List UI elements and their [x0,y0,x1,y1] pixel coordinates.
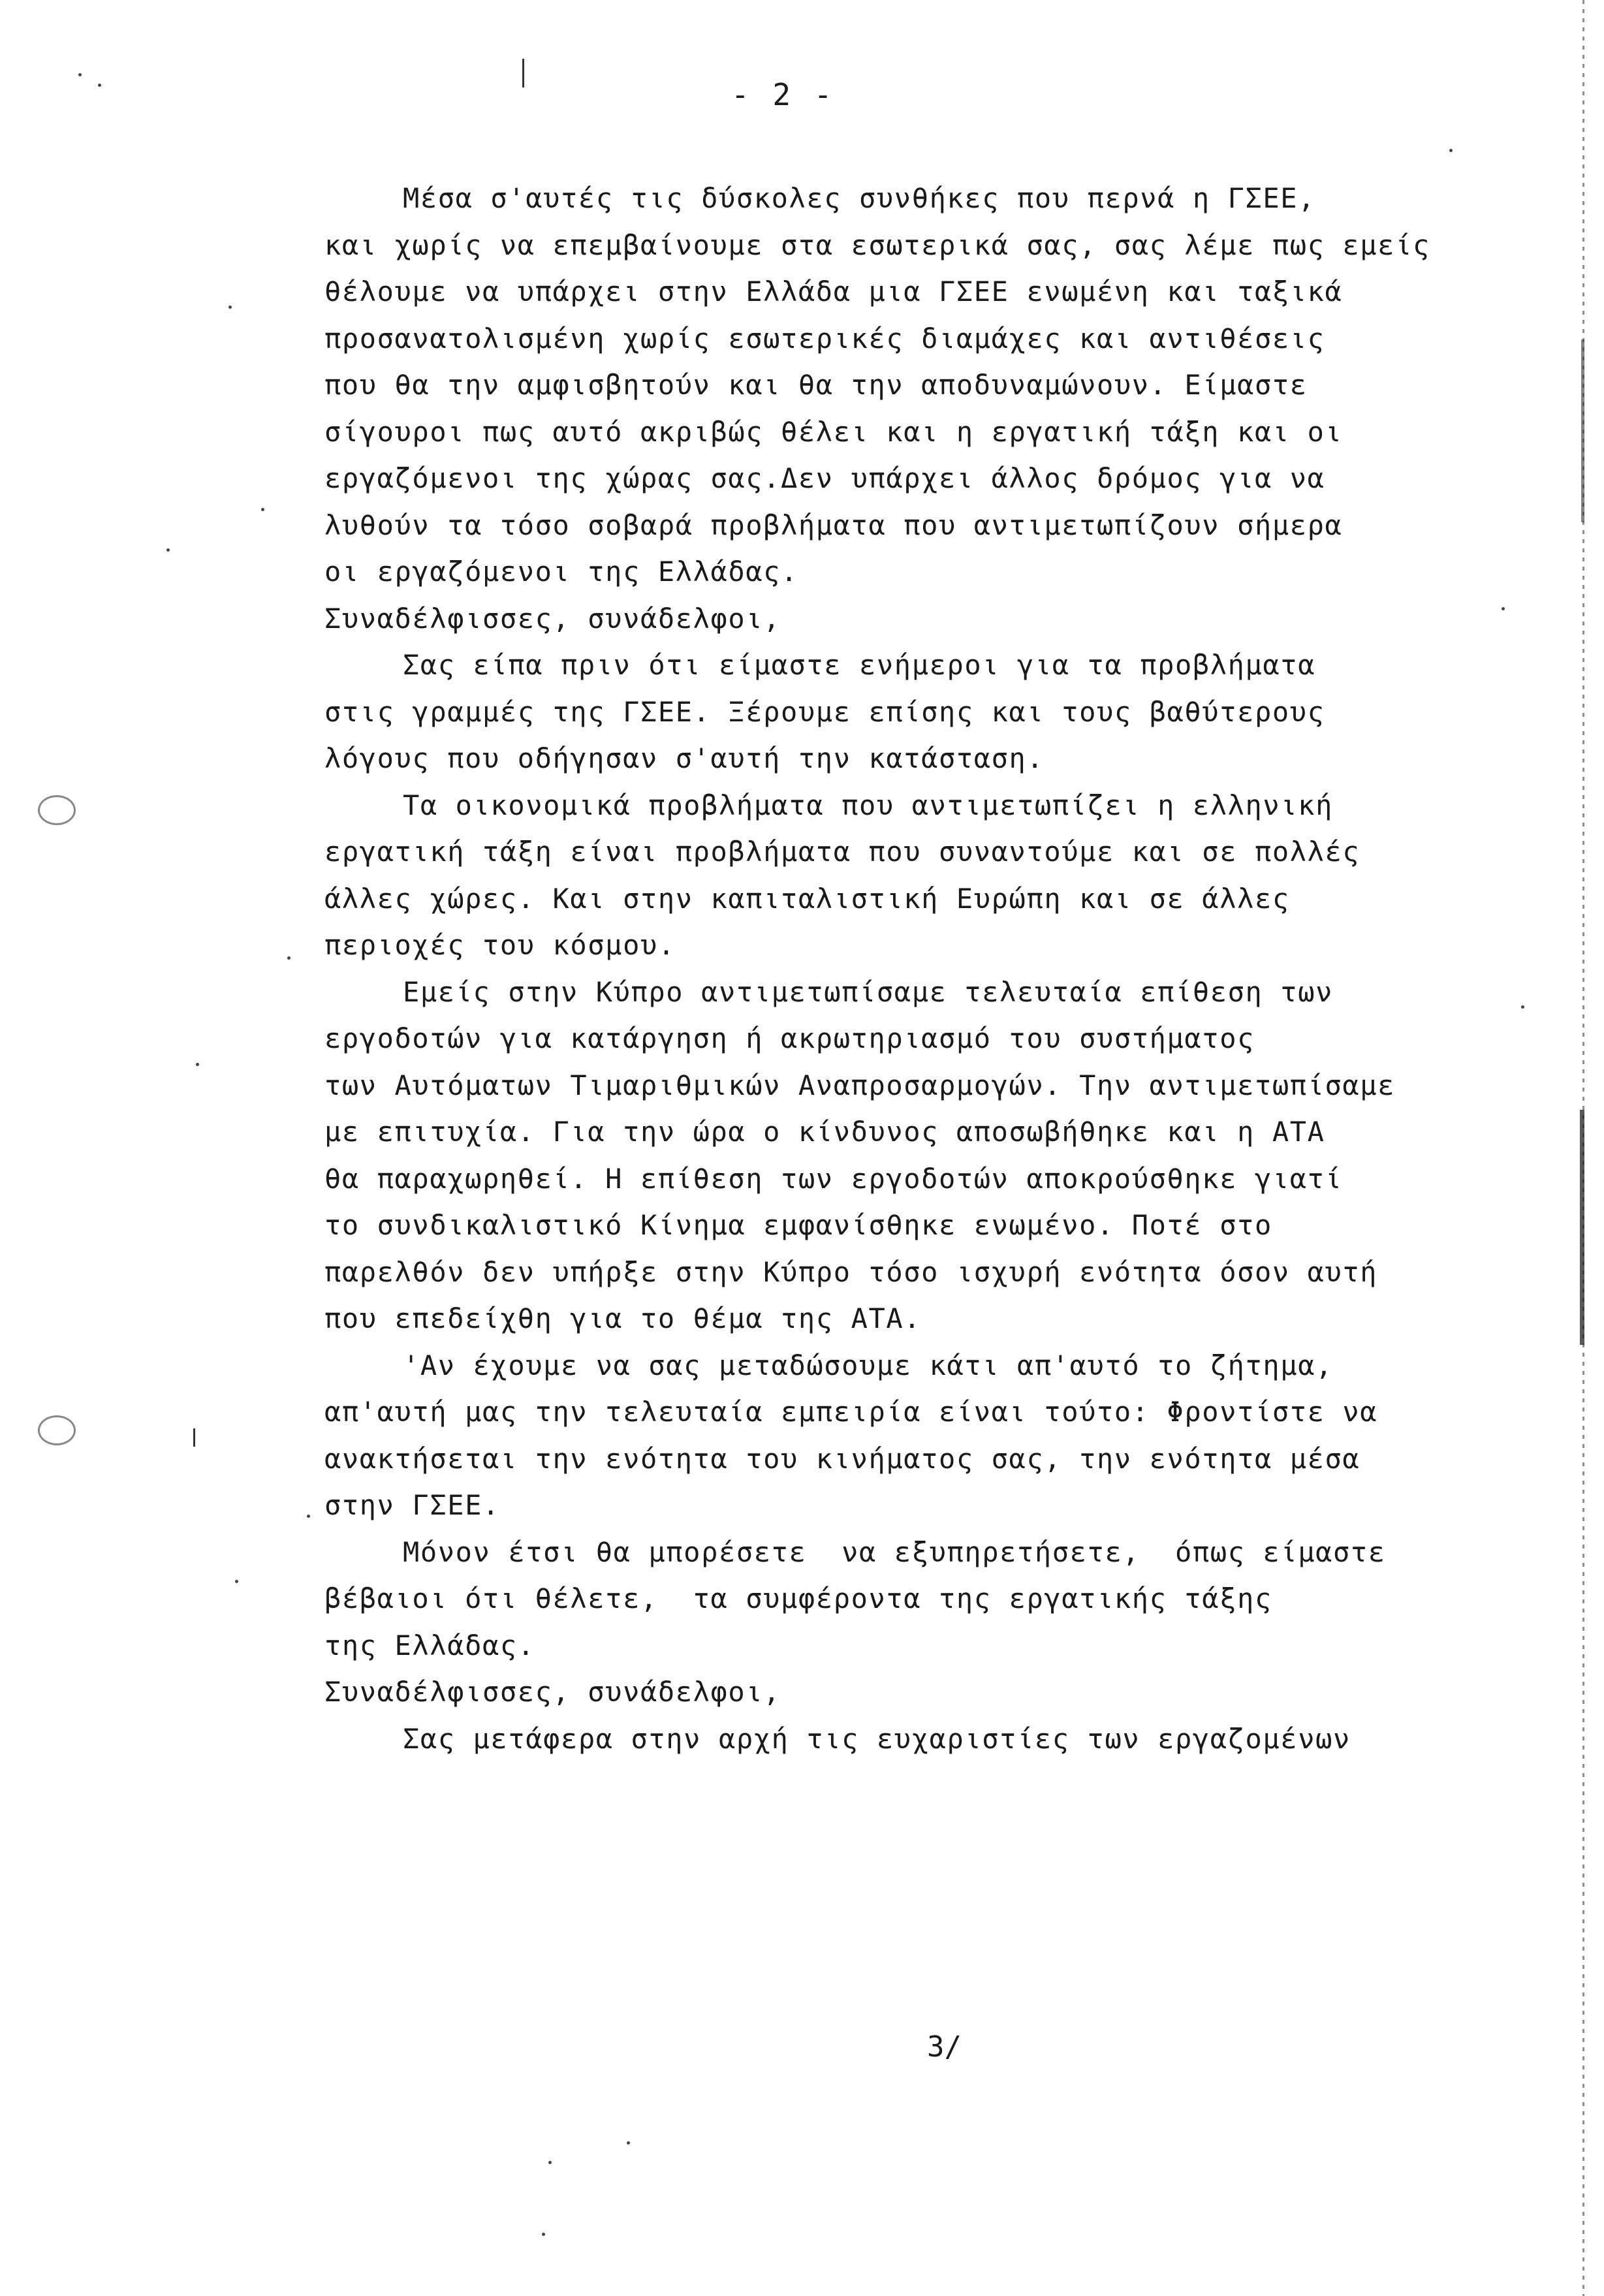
salutation [324,595,1539,642]
text-line: παρελθόν δεν υπήρξε στην Κύπρο τόσο ισχυρή ενότητα όσον αυτή [324,1255,1378,1288]
text-line: σίγουροι πως αυτό ακριβώς θέλει και η εργατική τάξη και οι [324,415,1343,448]
paragraph [324,1529,1539,1669]
text-line: της Ελλάδας. [324,1629,535,1661]
text-line: θα παραχωρηθεί. Η επίθεση των εργοδοτών αποκρούσθηκε γιατί [324,1162,1343,1195]
text-line: θέλουμε να υπάρχει στην Ελλάδα μια ΓΣΕΕ ενωμένη και ταξικά [324,275,1343,307]
text-line: λυθούν τα τόσο σοβαρά προβλήματα που αντιμετωπίζουν σήμερα [324,509,1343,541]
text-line: με επιτυχία. Για την ώρα ο κίνδυνος αποσωβήθηκε και η ΑΤΑ [324,1116,1325,1148]
text-line: προσανατολισμένη χωρίς εσωτερικές διαμάχες και αντιθέσεις [324,322,1325,354]
punch-hole-mark [38,1415,76,1445]
text-line: το συνδικαλιστικό Κίνημα εμφανίσθηκε ενωμένο. Ποτέ στο [324,1209,1272,1241]
scan-edge-mark [1581,339,1584,522]
scan-speck [287,956,291,960]
text-line: στην ΓΣΕΕ. [324,1489,500,1521]
text-line: εργαζόμενοι της χώρας σας.Δεν υπάρχει άλλος δρόμος για να [324,462,1325,494]
paragraph [324,782,1539,969]
text-line: Συναδέλφισσες, συνάδελφοι, [324,602,781,635]
letter-body [324,175,1539,1762]
salutation [324,1669,1539,1716]
paragraph [324,969,1539,1342]
text-line: ανακτήσεται την ενότητα του κινήματος σας, την ενότητα μέσα [324,1442,1360,1475]
text-line: Σας είπα πριν ότι είμαστε ενήμεροι για τα προβλήματα [403,649,1316,681]
text-line: Εμείς στην Κύπρο αντιμετωπίσαμε τελευταία επίθεση των [403,975,1333,1008]
scan-speck [228,306,232,309]
text-line: των Αυτόματων Τιμαριθμικών Αναπροσαρμογών. Την αντιμετωπίσαμε [324,1069,1396,1101]
text-line: Συναδέλφισσες, συνάδελφοι, [324,1676,781,1708]
paragraph [324,1716,1539,1763]
text-line: 'Αν έχουμε να σας μεταδώσουμε κάτι απ'αυτό το ζήτημα, [403,1349,1333,1381]
scan-speck [548,2161,552,2164]
text-line: που θα την αμφισβητούν και θα την αποδυναμώνουν. Είμαστε [324,369,1308,401]
scan-speck [196,1063,199,1066]
scan-speck [78,73,82,76]
text-line: Μέσα σ'αυτές τις δύσκολες συνθήκες που περνά η ΓΣΕΕ, [403,182,1316,214]
scan-edge-mark [1580,1110,1584,1345]
scan-speck [542,2233,545,2236]
text-line: περιοχές του κόσμου. [324,929,676,961]
text-line: άλλες χώρες. Και στην καπιταλιστική Ευρώπη και σε άλλες [324,882,1290,915]
scan-speck [307,1515,310,1518]
text-line: απ'αυτή μας την τελευταία εμπειρία είναι τούτο: Φροντίστε να [324,1396,1378,1428]
text-line: εργατική τάξη είναι προβλήματα που συναντούμε και σε πολλές [324,836,1360,868]
paragraph [324,642,1539,782]
paragraph [324,175,1539,595]
text-line: λόγους που οδήγησαν σ'αυτή την κατάσταση. [324,742,1045,774]
scan-speck [235,1580,238,1583]
text-line: Σας μετάφερα στην αρχή τις ευχαριστίες των εργαζομένων [403,1722,1351,1755]
scan-speck [1449,149,1453,152]
scan-speck [98,84,101,87]
text-line: οι εργαζόμενοι της Ελλάδας. [324,556,798,588]
scan-speck [627,2141,630,2145]
text-line: Μόνον έτσι θα μπορέσετε να εξυπηρετήσετε, όπως είμαστε [403,1535,1386,1568]
scan-speck [193,1428,195,1447]
text-line: που επεδείχθη για το θέμα της ΑΤΑ. [324,1302,922,1334]
page-number: - 2 - [731,77,835,112]
text-line: στις γραμμές της ΓΣΕΕ. Ξέρουμε επίσης και τους βαθύτερους [324,695,1325,728]
text-line: και χωρίς να επεμβαίνουμε στα εσωτερικά σας, σας λέμε πως εμείς [324,228,1430,261]
paragraph [324,1342,1539,1529]
text-line: εργοδοτών για κατάργηση ή ακρωτηριασμό του συστήματος [324,1022,1255,1054]
text-line: Τα οικονομικά προβλήματα που αντιμετωπίζει η ελληνική [403,789,1333,821]
scan-speck [261,508,264,511]
scan-speck [166,548,170,552]
scan-speck [522,59,524,87]
text-line: βέβαιοι ότι θέλετε, τα συμφέροντα της εργατικής τάξης [324,1582,1272,1614]
continuation-marker: 3/ [927,2030,962,2064]
punch-hole-mark [38,795,76,825]
